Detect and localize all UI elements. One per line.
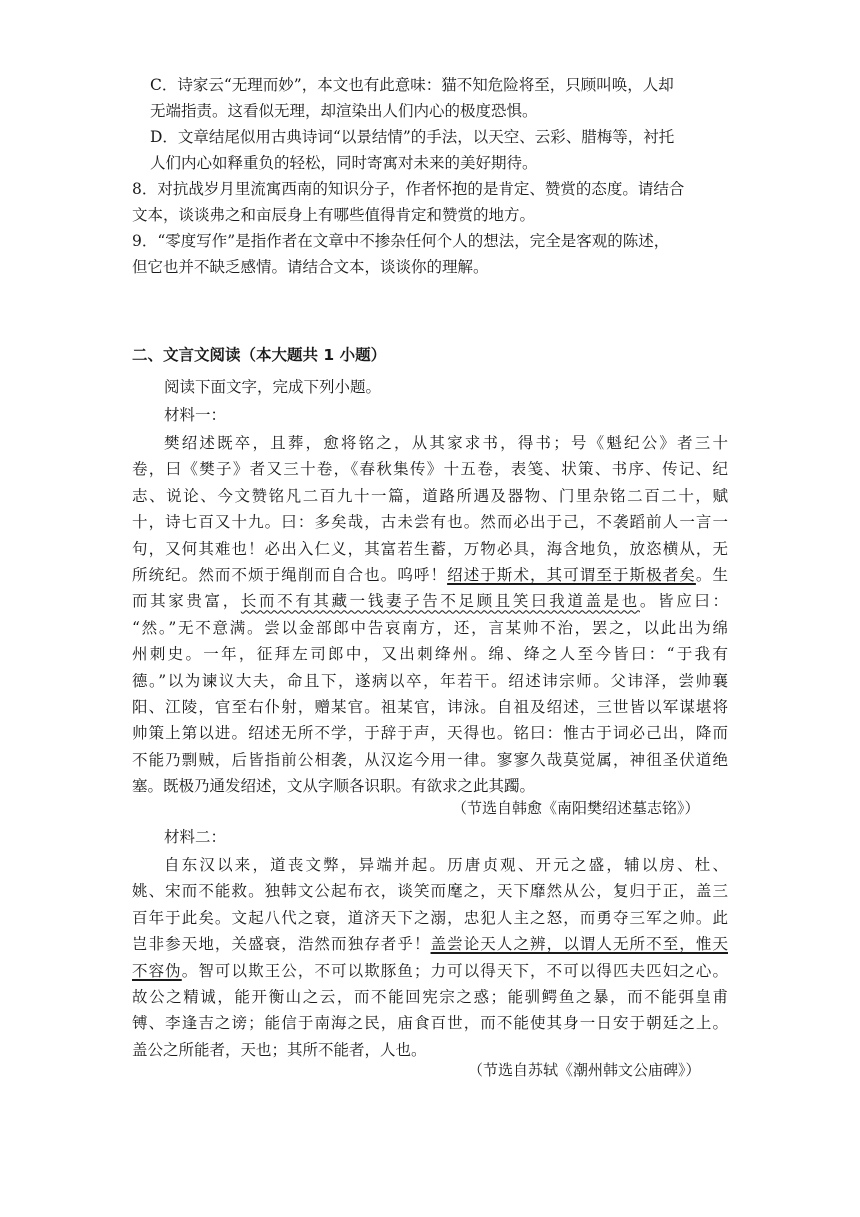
passage-line: 卷，曰《樊子》者又三十卷，《春秋集传》十五卷，表笺、状策、书序、传记、纪 [132,460,728,479]
text-segment: 而其家贵富， [132,592,241,611]
option-c-line1: C．诗家云“无理而妙”，本文也有此意味：猫不知危险将至，只顾叫唤，人却 [150,76,674,94]
passage-line: 志、说论、今文赞铭凡二百九十一篇，道路所遇及器物、门里杂铭二百二十，赋 [132,486,728,505]
instruction: 阅读下面文字，完成下列小题。 [164,378,382,396]
passage-line: 帅策上第以进。绍述无所不学，于辞于声，天得也。铭曰：惟古于词必己出，降而 [132,724,728,743]
passage-line: 十，诗七百又十九。曰：多矣哉，古未尝有也。然而必出于己，不袭蹈前人一言一 [132,513,728,532]
passage-line: 镈、李逢吉之谤；能信于南海之民，庙食百世，而不能使其身一日安于朝廷之上。 [132,1014,728,1033]
text-segment: 岂非参天地，关盛衰，浩然而独存者乎！ [132,935,431,954]
material1-passage [132,430,728,799]
material1-label: 材料一： [164,406,227,424]
question-8-line2: 文本，谈谈弗之和亩辰身上有哪些值得肯定和赞赏的地方。 [132,206,536,224]
option-d-line1: D．文章结尾似用古典诗词“以景结情”的手法，以天空、云彩、腊梅等，衬托 [150,128,675,146]
passage-line: “然。”无不意满。尝以金部郎中告哀南方，还，言某帅不治，罢之，以此出为绵 [132,618,728,637]
underlined-sentence: 绍述于斯术，其可谓至于斯极者矣 [447,565,696,584]
passage-line: 州刺史。一年，征拜左司郎中，又出刺绛州。绵、绛之人至今皆曰：“于我有 [132,645,728,664]
section-title: 二、文言文阅读（本大题共 1 小题） [132,346,387,364]
passage-line: 塞。既极乃通发绍述，文从字顺各识职。有欲求之此其躅。 [132,777,536,796]
passage-line [132,562,728,588]
passage-line: 自东汉以来，道丧文弊，异端并起。历唐贞观、开元之盛，辅以房、杜、 [164,856,728,874]
passage-line: 句，又何其难也！必出入仁义，其富若生蓄，万物必具，海含地负，放恣横从，无 [132,539,728,558]
passage-line: 盖公之所能者，天也；其所不能者，人也。 [132,1040,427,1059]
passage-line: 不能乃剽贼，后皆指前公相袭，从汉迄今用一律。寥寥久哉莫觉属，神徂圣伏道绝 [132,750,728,769]
wavy-underlined-sentence: 长而不有其藏一钱妻子告不足顾且笑曰我道盖是也 [240,592,640,611]
passage-line [132,588,728,614]
passage-line: 姚、宋而不能救。独韩文公起布衣，谈笑而麾之，天下靡然从公，复归于正，盖三 [132,882,728,901]
text-segment: 。皆应曰： [639,592,728,611]
question-9-line2: 但它也并不缺乏感情。请结合文本，谈谈你的理解。 [132,258,489,276]
material2-label: 材料二： [164,828,227,846]
passage-line: 樊绍述既卒，且葬，愈将铭之，从其家求书，得书；号《魁纪公》者三十 [164,434,728,452]
passage-line: 故公之精诚，能开衡山之云，而不能回宪宗之惑；能驯鳄鱼之暴，而不能弭皇甫 [132,987,728,1006]
text-segment: 。智可以欺王公，不可以欺豚鱼；力可以得天下，不可以得匹夫匹妇之心。 [181,961,728,980]
passage-line: 德。”以为谏议大夫，命且下，遂病以卒，年若干。绍述讳宗师。父讳泽，尝帅襄 [132,671,728,690]
option-c-line2: 无端指责。这看似无理，却渲染出人们内心的极度恐惧。 [150,102,538,120]
question-9-line1: 9．“零度写作”是指作者在文章中不掺杂任何个人的想法，完全是客观的陈述， [132,232,670,250]
passage-line [132,931,728,957]
question-8-line1: 8．对抗战岁月里流寓西南的知识分子，作者怀抱的是肯定、赞赏的态度。请结合 [132,180,685,198]
option-d-line2: 人们内心如释重负的轻松，同时寄寓对未来的美好期待。 [150,154,538,172]
passage-line: 百年于此矣。文起八代之衰，道济天下之溺，忠犯人主之怒，而勇夺三军之帅。此 [132,908,728,927]
underlined-sentence: 不容伪 [132,961,182,980]
material1-source: （节选自韩愈《南阳樊绍述墓志铭》） [452,799,700,817]
underlined-sentence: 盖尝论天人之辨，以谓人无所不至，惟天 [430,935,728,954]
material2-source: （节选自苏轼《潮州韩文公庙碑》） [468,1061,701,1079]
passage-line: 阳、江陵，官至右仆射，赠某官。祖某官，讳泳。自祖及绍述，三世皆以军谋堪将 [132,697,728,716]
material2-passage [132,852,728,1063]
text-segment: 所统纪。然而不烦于绳削而自合也。呜呼！ [132,565,448,584]
passage-line [132,958,728,984]
text-segment: 。生 [695,565,728,584]
